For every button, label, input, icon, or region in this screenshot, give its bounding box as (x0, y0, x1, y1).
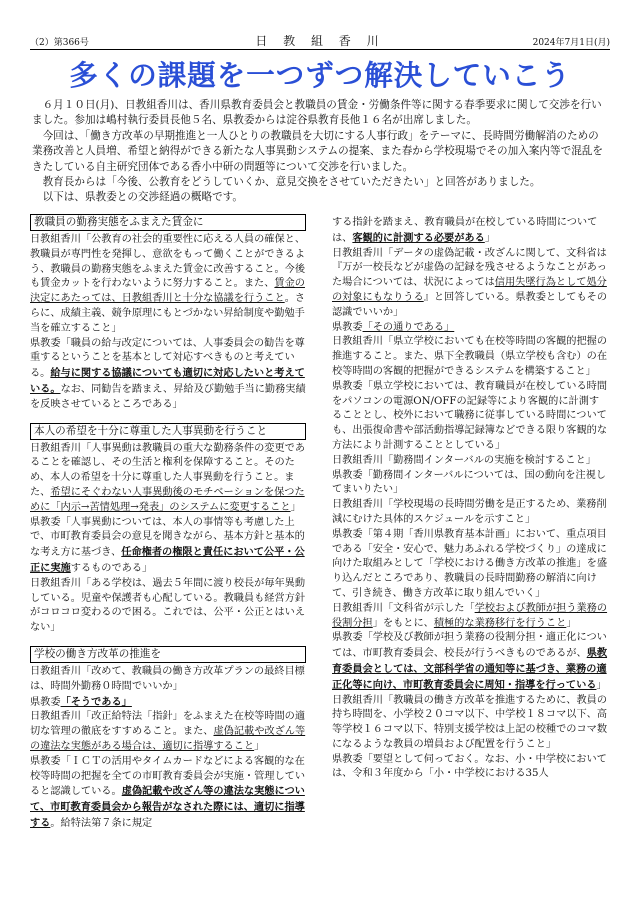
dialogue-turn (332, 469, 608, 499)
dialogue-turn (332, 753, 608, 783)
emphasized-text: 客観的に計測する必要がある (352, 231, 485, 244)
statement-text: 「要望として伺っておく。なお、小・中学校においては、令和３年度から「小・中学校における35人 (332, 753, 607, 780)
emphasized-text: 賃金の決定にあたっては、日教組香川と十分な協議を行うこと (30, 278, 305, 305)
intro-paragraph: 今回は、「働き方改革の早期推進と一人ひとりの教職員を大切にする人事行政」をテーマに、長時間労働解消のための業務改善と人員増、希望と納得ができる新たな人事異動システムの提案、また春から学校現場でその加入案内等で混乱をきたしている自主研究団体である香小中研の問題等について交渉を行いました。 (32, 129, 603, 173)
left-column (30, 214, 306, 842)
statement-text: なお、同勧告を踏まえ、昇給及び勤勉手当に勤務実績を反映させているところである」 (30, 383, 306, 410)
speaker-label: 県教委 (30, 696, 61, 708)
statement-text: 「公教育の社会的重要性に応える人員の確保と、教職員が専門性を発揮し、意欲をもって働くことができるよう、教職員の勤務実態をふまえた賃金に改善すること。今後も賃金カットを行わないように努力すること。また、 (30, 234, 306, 290)
issue-date: 2024年7月1日(月) (532, 38, 610, 48)
speaker-label: 県教委 (332, 469, 363, 481)
dialogue-turn (332, 498, 608, 528)
speaker-label: 日教組香川 (332, 454, 383, 466)
dialogue-turn (30, 665, 306, 695)
topic-section (30, 423, 306, 636)
speaker-label: 日教組香川 (332, 602, 383, 614)
dialogue-turn (332, 454, 608, 469)
dialogue-turn (30, 337, 306, 413)
emphasized-text: 虚偽記載や改ざん等の違法な実態がある場合は、適切に指導すること (30, 726, 306, 752)
emphasized-text: 虚偽記載や改ざん等の違法な実態について、市町教育委員会から報告がなされた際には、適切に指導する (30, 785, 305, 829)
statement-text: 「文科省が示した「 (382, 602, 475, 614)
emphasized-text: 「その通りである」 (362, 321, 455, 333)
dialogue-turn (332, 631, 608, 693)
emphasized-text: 積極的な業務移行を行うこと (433, 617, 567, 629)
statement-text: 」 (596, 679, 607, 691)
emphasized-text: 「そうである」 (60, 695, 132, 708)
speaker-label: 県教委 (30, 516, 61, 528)
dialogue-turn (332, 380, 608, 454)
speaker-label: 日教組香川 (332, 336, 383, 348)
section-heading: 本人の希望を十分に尊重した人事異動を行うこと (30, 423, 306, 440)
statement-text: 「教職員の働き方改革を推進するために、教員の持ち時間を、小学校２０コマ以下、中学校１８コマ以下、高等学校１６コマ以下、特別支援学校は上記の校種でのコマ数になるような教員の増員および配置を行うこと」 (332, 694, 608, 750)
headline: 多くの課題を一つずつ解決していこう (69, 59, 571, 92)
newsletter-name: 日 教 組 香 川 (255, 34, 385, 48)
statement-text: 。給特法第７条に規定 (50, 817, 153, 829)
statement-text: 」 (484, 232, 495, 244)
dialogue-turn (332, 528, 608, 602)
statement-text: 「改めて、教職員の働き方改革プランの最終目標は、時間外勤務０時間でいいか」 (30, 665, 305, 692)
statement-text: 「県立学校においては、教育職員が在校している時間をパソコンの電源ON/OFFの記録等により客観的に計測することとし、校外において職務に従事している時間についても、出張復命書や部活動指導記録簿などできる限り客観的な方法により計測することとしている」 (332, 380, 608, 451)
statement-text: 「学校及び教師が担う業務の役割分担・適正化については、市町教育委員会、校長が行うべきものであるが、 (332, 632, 607, 660)
dialogue-turn (30, 710, 306, 754)
speaker-label: 県教委 (332, 753, 363, 765)
statement-text: 「勤務間インターバルについては、国の動向を注視してまいりたい」 (332, 469, 606, 496)
emphasized-text: 学校および教師が担う業務の役割分担 (332, 602, 608, 629)
speaker-label: 県教委 (30, 755, 61, 767)
topic-section (30, 214, 306, 413)
statement-text: 「学校現場の長時間労働を是正するため、業務削減にむけた具体的スケジュールを示すこと」 (332, 499, 607, 525)
emphasized-text: 任命権者の権限と責任において公平・公正に実施 (30, 546, 305, 574)
speaker-label: 県教委 (332, 632, 363, 644)
speaker-label: 県教委 (332, 528, 363, 540)
statement-text: 「データの虚偽記載・改ざんに関して、文科省は『万が一校長などが虚偽の記録を残させるようなことがあった場合については、状況によっては (332, 247, 607, 289)
speaker-label: 日教組香川 (30, 442, 81, 454)
speaker-label: 県教委 (332, 321, 363, 333)
emphasized-text: 信用失墜行為として処分の対象にもなりうる (332, 277, 607, 303)
speaker-label: 日教組香川 (30, 577, 81, 589)
dialogue-turn (332, 694, 608, 753)
intro-paragraph: 以下は、県教委との交渉経過の概略です。 (42, 191, 244, 204)
emphasized-text: 給与に関する協議についても適切に対応したいと考えている。 (30, 367, 305, 395)
statement-text: 」 (566, 617, 577, 629)
statement-text: 「職員の給与改定については、人事委員会の勧告を尊重するということを基本として対応すべきものと考えている。 (30, 337, 305, 380)
issue-number: （2）第366号 (30, 38, 89, 48)
statement-text: 「県立学校においても在校等時間の客観的把握の推進すること。また、県下全教職員（県立学校も含む）の在校等時間の客観的把握ができるシステムを構築すること」 (332, 336, 608, 377)
emphasized-text: 県教育委員会としては、文部科学省の通知等に基づき、業務の適正化等に向け、市町教育委員会に周知・指導を行っている (332, 647, 608, 691)
statement-text: 「第４期「香川県教育基本計画」において、重点項目である「安全・安心で、魅力あふれる学校づくり」の達成に向けた取組みとして「学校における働き方改革の推進」を盛り込んだところであり、教職員の長時間勤務の解消に向けて、引き続き、働き方改革に取り組んでいく」 (332, 528, 608, 599)
dialogue-turn (30, 577, 306, 636)
statement-text: する指針を踏まえ、教育職員が在校している時間については、 (332, 217, 598, 244)
speaker-label: 日教組香川 (30, 711, 81, 723)
dialogue-turn (30, 695, 306, 711)
statement-text: 「ＩＣＴの活用やタイムカードなどによる客観的な在校等時間の把握を全ての市町教育委員会が実施・管理していると認識している。 (30, 755, 306, 798)
speaker-label: 日教組香川 (332, 694, 383, 706)
statement-text: 「ある学校は、過去５年間に渡り校長が毎年異動している。児童や保護者も心配している。教職員も経営方針がコロコロ変わるので困る。これでは、公平・公正とはいえない」 (30, 577, 306, 634)
speaker-label: 日教組香川 (30, 665, 81, 677)
intro-paragraph: ６月１０日(月)、日教組香川は、香川県教育委員会と教職員の賃金・労働条件等に関する春季要求に関して交渉を行いました。参加は嶋村執行委員長他５名、県教委からは淀谷県教育長他１６名が出席しました。 (32, 99, 602, 127)
dialogue-turn (332, 247, 608, 321)
statement-text: 。さらに、成績主義、競争原理にもとづかない昇給制度や勤勉手当を確立すること」 (30, 293, 306, 334)
masthead (30, 33, 610, 50)
section-heading: 学校の働き方改革の推進を (30, 646, 306, 663)
section-heading: 教職員の勤務実態をふまえた賃金に (30, 214, 306, 231)
statement-text: 「人事異動は教職員の重大な勤務条件の変更であることを確認し、その生活と権利を保障すること。そのため、本人の希望を十分に尊重した人事異動を行うこと。また、 (30, 442, 306, 498)
speaker-label: 県教委 (30, 337, 61, 349)
dialogue-turn (332, 321, 608, 336)
statement-text: 「改正給特法「指針」をふまえた在校等時間の適切な管理の徹底をすすめること。また、 (30, 711, 306, 738)
speaker-label: 日教組香川 (30, 234, 81, 245)
dialogue-turn (332, 216, 608, 247)
dialogue-turn (332, 602, 608, 632)
intro-text (32, 98, 608, 206)
statement-text: 「勤務間インターバルの実施を検討すること」 (382, 454, 596, 466)
dialogue-turn (30, 233, 306, 337)
statement-text: 「人事異動については、本人の事情等も考慮した上で、市町教育委員会の意見を聞きながら、基本方針と基本的な考え方に基づき、 (30, 516, 305, 559)
statement-text: 」 (254, 740, 265, 752)
emphasized-text: 希望にそぐわない人事異動後のモチベーションを保つために「内示→苦情処理→発表」のシステムに変更すること (30, 486, 305, 513)
dialogue-turn (30, 755, 306, 832)
intro-paragraph: 教育長からは「今後、公教育をどうしていくか、意見交換をさせていただきたい」と回答がありました。 (42, 176, 541, 189)
statement-text: 」をもとに、 (372, 617, 434, 629)
dialogue-turn (30, 442, 306, 516)
speaker-label: 日教組香川 (332, 499, 383, 511)
statement-text: 』と回答している。県教委としてもその認識でいいか」 (332, 291, 608, 318)
dialogue-turn (332, 335, 608, 379)
speaker-label: 日教組香川 (332, 247, 383, 259)
statement-text: 」 (290, 501, 301, 513)
speaker-label: 県教委 (332, 380, 363, 392)
topic-section (30, 646, 306, 832)
statement-text: するものである」 (70, 562, 153, 574)
right-column (332, 216, 608, 782)
dialogue-turn (30, 516, 306, 577)
